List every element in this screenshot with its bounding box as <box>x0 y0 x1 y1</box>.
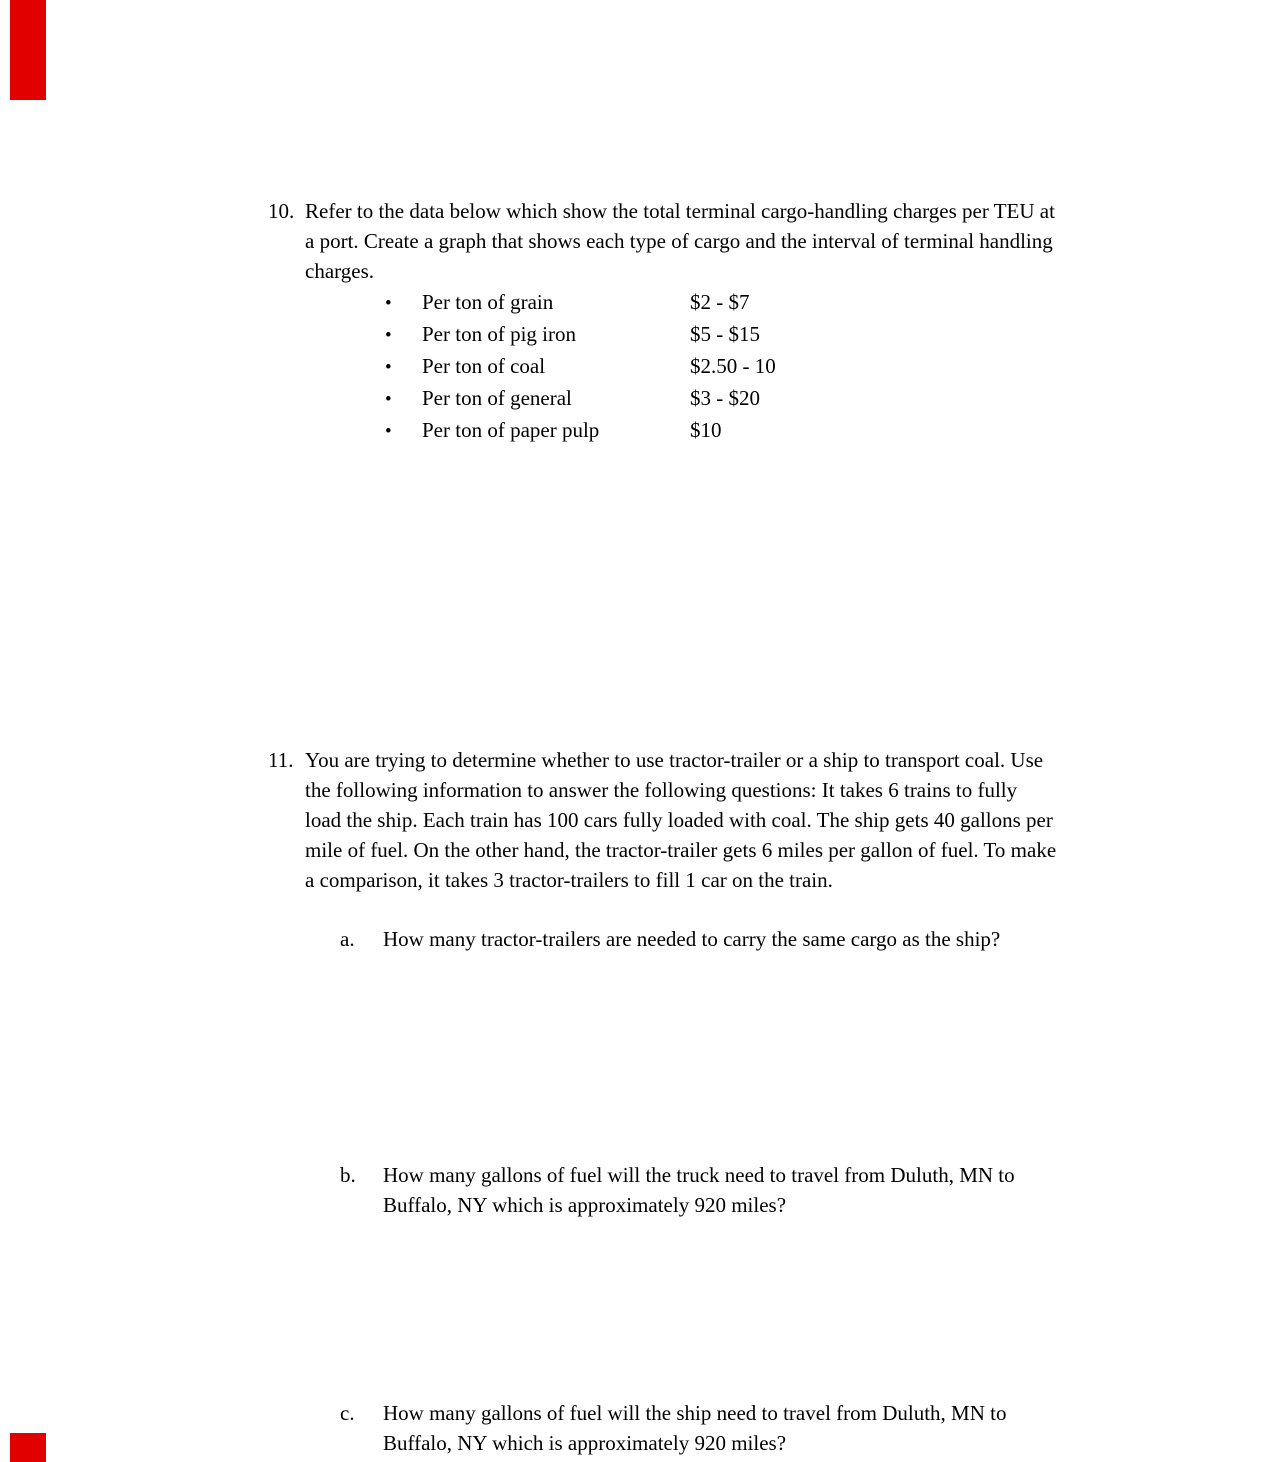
cargo-charges-list <box>385 286 776 446</box>
question-11c-text: How many gallons of fuel will the ship need to travel from Duluth, MN to Buffalo, NY which is approximately 920 miles? <box>383 1401 1007 1455</box>
cargo-type-label: Per ton of general <box>422 386 572 410</box>
question-11-text: You are trying to determine whether to use tractor-trailer or a ship to transport coal. Use the following information to answer the following questions: It takes 6 trains to fully load the ship. Each train has 100 cars fully loaded with coal. The ship gets 40 gallons per mile of fuel. On the other hand, the tractor-trailer gets 6 miles per gallon of fuel. To make a comparison, it takes 3 tractor-trailers to fill 1 car on the train. <box>305 748 1057 892</box>
bullet-icon: • <box>385 357 392 378</box>
cargo-charge-value: $5 - $15 <box>690 322 760 346</box>
bullet-icon: • <box>385 421 392 442</box>
question-11a-text: How many tractor-trailers are needed to carry the same cargo as the ship? <box>383 927 1001 951</box>
list-item <box>385 318 776 350</box>
page-edge-mark-bottom <box>10 1433 46 1462</box>
cargo-type-label: Per ton of paper pulp <box>422 418 600 442</box>
bullet-icon: • <box>385 325 392 346</box>
question-10-text: Refer to the data below which show the total terminal cargo-handling charges per TEU at a port. Create a graph that shows each type of cargo and the interval of terminal handling charges. <box>305 199 1055 283</box>
question-11b <box>340 1160 1048 1220</box>
bullet-icon: • <box>385 389 392 410</box>
list-item <box>385 382 776 414</box>
cargo-charge-value: $3 - $20 <box>690 386 760 410</box>
cargo-type-label: Per ton of grain <box>422 290 554 314</box>
cargo-charge-value: $2 - $7 <box>690 290 750 314</box>
question-11b-label: b. <box>340 1163 356 1187</box>
list-item <box>385 350 776 382</box>
question-11a <box>340 924 1098 954</box>
cargo-type-label: Per ton of pig iron <box>422 322 576 346</box>
cargo-type-label: Per ton of coal <box>422 354 546 378</box>
list-item <box>385 414 776 446</box>
question-11a-label: a. <box>340 927 355 951</box>
question-10-number: 10. <box>268 199 295 223</box>
cargo-charge-value: $2.50 - 10 <box>690 354 776 378</box>
question-10 <box>268 196 1057 286</box>
list-item <box>385 286 776 318</box>
question-11c-label: c. <box>340 1401 355 1425</box>
question-11 <box>268 745 1057 895</box>
question-11c <box>340 1398 1048 1458</box>
question-11-number: 11. <box>268 748 294 772</box>
page-edge-mark-top <box>10 0 46 100</box>
bullet-icon: • <box>385 293 392 314</box>
cargo-charge-value: $10 <box>690 418 722 442</box>
question-11b-text: How many gallons of fuel will the truck need to travel from Duluth, MN to Buffalo, NY which is approximately 920 miles? <box>383 1163 1015 1217</box>
